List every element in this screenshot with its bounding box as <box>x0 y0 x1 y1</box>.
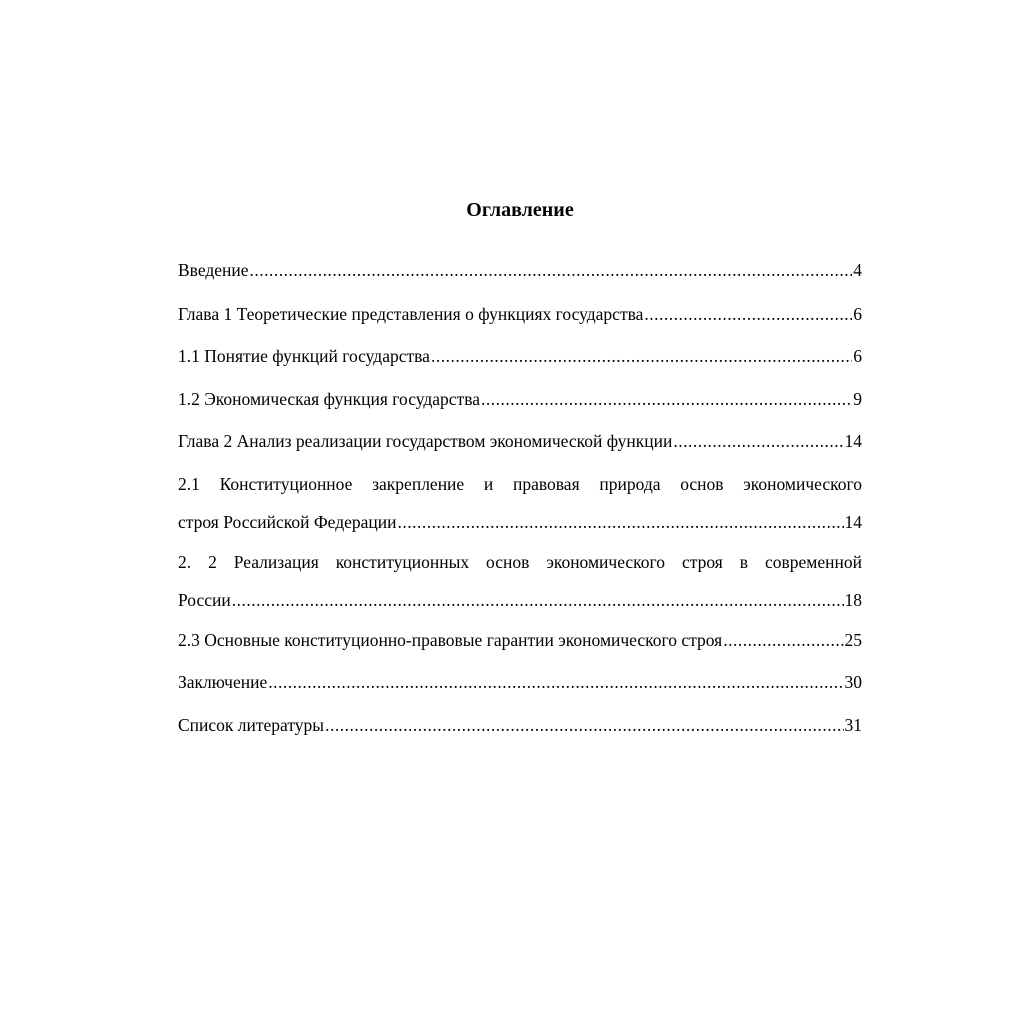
dot-leader <box>431 340 852 372</box>
toc-entry-chapter-1 <box>178 298 862 330</box>
toc-page-number: 25 <box>844 630 862 650</box>
toc-entry-text: 1.2 Экономическая функция государства <box>178 389 481 409</box>
toc-entry-text-line2: строя Российской Федерации <box>178 512 397 532</box>
toc-page-number: 30 <box>844 672 862 692</box>
dot-leader <box>481 383 852 415</box>
dot-leader <box>268 666 843 698</box>
toc-entry-text: Глава 1 Теоретические представления о функциях государства <box>178 304 644 324</box>
toc-entry-text-line1: 2. 2 Реализация конституционных основ экономического строя в современной <box>178 552 862 572</box>
toc-page-number: 14 <box>844 431 862 451</box>
toc-page-number: 18 <box>844 590 862 610</box>
toc-entry-section-1-2 <box>178 383 862 415</box>
toc-page-number: 6 <box>853 304 862 324</box>
toc-entry-conclusion <box>178 666 862 698</box>
dot-leader <box>644 298 852 330</box>
toc-title: Оглавление <box>466 199 574 221</box>
toc-page-number: 9 <box>853 389 862 409</box>
dot-leader <box>232 584 844 616</box>
toc-entry-section-2-1 <box>178 468 862 538</box>
toc-entry-text-line2: России <box>178 590 231 610</box>
dot-leader <box>673 425 843 457</box>
toc-entry-section-2-3 <box>178 624 862 656</box>
toc-entry-section-2-2 <box>178 546 862 616</box>
toc-entry-text: Заключение <box>178 672 268 692</box>
toc-entry-text: Список литературы <box>178 715 325 735</box>
toc-page-number: 6 <box>853 346 862 366</box>
toc-entry-text-line1: 2.1 Конституционное закрепление и правовая природа основ экономического <box>178 474 862 494</box>
toc-page-number: 31 <box>844 715 862 735</box>
toc-entry-bibliography <box>178 709 862 741</box>
dot-leader <box>325 709 843 741</box>
dot-leader <box>398 506 844 538</box>
toc-entry-introduction <box>178 254 862 286</box>
dot-leader <box>723 624 843 656</box>
toc-entry-text: Глава 2 Анализ реализации государством экономической функции <box>178 431 673 451</box>
toc-entry-section-1-1 <box>178 340 862 372</box>
toc-entry-text: 1.1 Понятие функций государства <box>178 346 430 366</box>
toc-entry-text: 2.3 Основные конституционно-правовые гарантии экономического строя <box>178 630 723 650</box>
dot-leader <box>250 254 853 286</box>
toc-page-number: 4 <box>853 260 862 280</box>
toc-entry-chapter-2 <box>178 425 862 457</box>
toc-page-number: 14 <box>844 512 862 532</box>
toc-entry-text: Введение <box>178 260 249 280</box>
